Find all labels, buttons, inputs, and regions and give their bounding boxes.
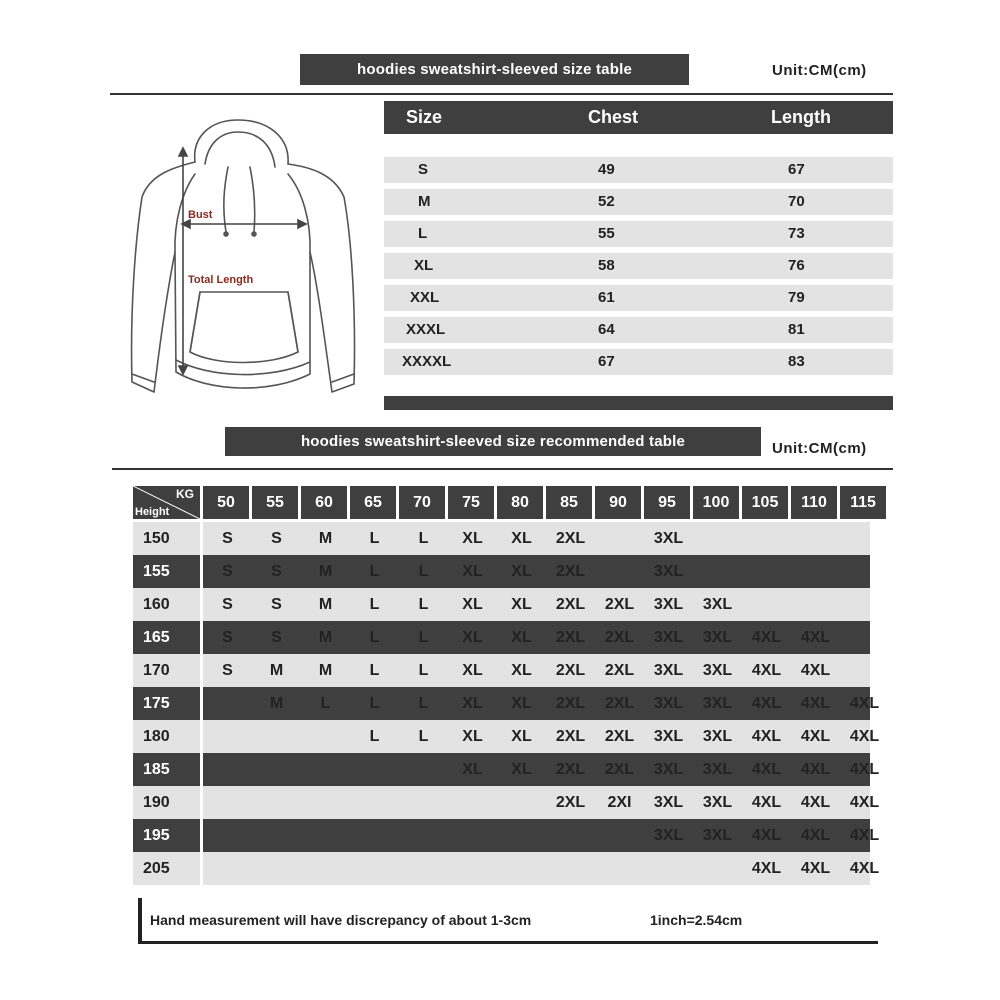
size-recommendation-cell: XL	[462, 694, 483, 712]
size-recommendation-cell: 3XL	[653, 826, 684, 844]
drawstring-right	[250, 167, 255, 232]
size-recommendation-cell: 2XL	[555, 529, 586, 547]
chest-cell: 58	[598, 257, 615, 274]
size-recommendation-cell: 4XL	[849, 694, 880, 712]
recommend-table-banner: hoodies sweatshirt-sleeved size recommended table	[225, 427, 761, 456]
size-table-footer-bar	[384, 396, 893, 410]
size-recommendation-cell: XL	[462, 727, 483, 745]
recommend-table-row	[133, 687, 880, 720]
size-recommendation-cell: 4XL	[800, 760, 831, 778]
footer-note-box	[138, 898, 878, 944]
size-recommendation-cell: 4XL	[800, 859, 831, 877]
size-recommendation-cell: S	[222, 628, 233, 646]
size-recommendation-cell: 4XL	[849, 760, 880, 778]
size-recommendation-cell: 4XL	[751, 793, 782, 811]
size-recommendation-cell: L	[418, 727, 429, 745]
recommend-table-row	[133, 522, 870, 555]
top-divider	[110, 93, 893, 95]
size-recommendation-cell: 2XL	[555, 628, 586, 646]
size-cell: S	[418, 161, 429, 178]
recommend-table-row	[133, 819, 880, 852]
size-recommendation-cell: XL	[462, 529, 483, 547]
size-recommendation-cell: 3XL	[653, 793, 684, 811]
bust-label: Bust	[188, 209, 213, 221]
size-recommendation-cell: 2XI	[607, 793, 632, 811]
weight-column-header: 90	[595, 486, 641, 519]
size-recommendation-cell: 2XL	[555, 727, 586, 745]
size-recommendation-cell: S	[222, 562, 233, 580]
size-recommendation-cell: 4XL	[751, 628, 782, 646]
length-cell: 67	[788, 161, 805, 178]
weight-column-header: 85	[546, 486, 592, 519]
chest-cell: 49	[598, 161, 615, 178]
size-recommendation-cell: L	[369, 694, 380, 712]
recommend-table-row	[133, 753, 880, 786]
size-recommendation-cell: XL	[511, 661, 532, 679]
size-column-header: Size	[406, 107, 443, 127]
size-recommendation-cell: 2XL	[604, 727, 635, 745]
size-recommendation-cell: L	[418, 595, 429, 613]
size-recommendation-cell: XL	[511, 595, 532, 613]
length-cell: 83	[788, 353, 805, 370]
size-recommendation-cell: M	[269, 694, 284, 712]
size-recommendation-cell: 4XL	[800, 661, 831, 679]
size-recommendation-cell: L	[320, 694, 331, 712]
size-recommendation-cell: M	[318, 628, 333, 646]
size-recommendation-cell: XL	[462, 562, 483, 580]
size-recommendation-cell: L	[369, 562, 380, 580]
size-recommendation-cell: L	[418, 694, 429, 712]
size-recommendation-cell: 3XL	[702, 628, 733, 646]
total-length-label: Total Length	[188, 274, 254, 286]
corner-kg-label: KG	[176, 487, 194, 501]
recommend-table	[133, 486, 880, 888]
size-recommendation-cell: 3XL	[702, 826, 733, 844]
size-recommendation-cell: 2XL	[604, 595, 635, 613]
size-recommendation-cell: XL	[511, 727, 532, 745]
weight-column-header: 75	[448, 486, 494, 519]
weight-column-header: 80	[497, 486, 543, 519]
length-cell: 79	[788, 289, 805, 306]
chest-cell: 64	[598, 321, 615, 338]
size-recommendation-cell: L	[369, 628, 380, 646]
recommend-table-row	[133, 555, 870, 588]
size-recommendation-cell: XL	[511, 760, 532, 778]
size-recommendation-cell: 2XL	[555, 562, 586, 580]
size-table-row	[384, 221, 893, 247]
weight-column-header: 70	[399, 486, 445, 519]
inch-conversion-note: 1inch=2.54cm	[650, 912, 743, 928]
weight-column-header: 110	[791, 486, 837, 519]
size-recommendation-cell: L	[369, 529, 380, 547]
size-recommendation-cell: L	[418, 529, 429, 547]
size-recommendation-cell: S	[222, 661, 233, 679]
size-recommendation-cell: XL	[511, 562, 532, 580]
size-recommendation-cell: 4XL	[800, 628, 831, 646]
chest-cell: 67	[598, 353, 615, 370]
size-recommendation-cell: 3XL	[653, 595, 684, 613]
size-recommendation-cell: L	[369, 595, 380, 613]
table-corner-header	[133, 486, 200, 519]
length-cell: 70	[788, 193, 805, 210]
height-cell: 165	[133, 621, 200, 654]
weight-column-header: 50	[203, 486, 249, 519]
size-recommendation-cell: 3XL	[653, 562, 684, 580]
size-recommendation-cell: L	[418, 628, 429, 646]
size-recommendation-cell: 4XL	[751, 859, 782, 877]
chest-cell: 55	[598, 225, 615, 242]
chest-cell: 52	[598, 193, 615, 210]
size-cell: L	[418, 225, 428, 242]
chest-cell: 61	[598, 289, 615, 306]
size-table-row	[384, 189, 893, 215]
chest-column-header: Chest	[588, 107, 639, 127]
size-recommendation-cell: 2XL	[555, 760, 586, 778]
drawstring-left	[224, 167, 228, 232]
height-cell: 190	[133, 786, 200, 819]
recommend-table-unit: Unit:CM(cm)	[772, 440, 867, 457]
size-cell: XXXL	[406, 321, 446, 338]
size-recommendation-cell: 3XL	[653, 628, 684, 646]
size-recommendation-cell: 4XL	[751, 694, 782, 712]
hood-outline	[195, 120, 288, 164]
height-cell: 155	[133, 555, 200, 588]
hoodie-diagram	[120, 112, 365, 407]
size-recommendation-cell: S	[271, 562, 282, 580]
size-table-row	[384, 157, 893, 183]
size-recommendation-cell: XL	[511, 628, 532, 646]
size-table-unit: Unit:CM(cm)	[772, 62, 867, 79]
size-recommendation-cell: 3XL	[702, 793, 733, 811]
size-recommendation-cell: M	[318, 595, 333, 613]
size-recommendation-cell: XL	[462, 595, 483, 613]
size-recommendation-cell: 2XL	[555, 694, 586, 712]
size-recommendation-cell: M	[318, 529, 333, 547]
size-recommendation-cell: 4XL	[849, 727, 880, 745]
height-cell: 205	[133, 852, 200, 885]
size-table-row	[384, 317, 893, 343]
size-recommendation-cell: 3XL	[702, 760, 733, 778]
recommend-table-row	[133, 621, 870, 654]
size-recommendation-cell: 3XL	[653, 694, 684, 712]
recommend-table-row	[133, 720, 880, 753]
size-cell: M	[418, 193, 431, 210]
length-cell: 76	[788, 257, 805, 274]
size-recommendation-cell: L	[418, 562, 429, 580]
weight-column-header: 115	[840, 486, 886, 519]
weight-column-header: 95	[644, 486, 690, 519]
discrepancy-note: Hand measurement will have discrepancy of about 1-3cm	[150, 912, 532, 928]
size-recommendation-cell: S	[271, 595, 282, 613]
recommend-table-row	[133, 786, 880, 819]
size-recommendation-cell: XL	[462, 628, 483, 646]
size-recommendation-cell: 4XL	[751, 727, 782, 745]
size-recommendation-cell: 3XL	[702, 727, 733, 745]
height-cell: 195	[133, 819, 200, 852]
size-recommendation-cell: 4XL	[751, 661, 782, 679]
size-table-row	[384, 349, 893, 375]
size-cell: XXL	[410, 289, 440, 306]
size-recommendation-cell: 3XL	[702, 595, 733, 613]
weight-column-header: 55	[252, 486, 298, 519]
size-recommendation-cell: 2XL	[604, 628, 635, 646]
height-cell: 170	[133, 654, 200, 687]
size-recommendation-cell: 4XL	[751, 760, 782, 778]
size-recommendation-cell: 2XL	[555, 661, 586, 679]
size-recommendation-cell: 3XL	[653, 529, 684, 547]
weight-column-header: 100	[693, 486, 739, 519]
size-recommendation-cell: 4XL	[800, 826, 831, 844]
height-cell: 180	[133, 720, 200, 753]
size-recommendation-cell: L	[418, 661, 429, 679]
size-recommendation-cell: XL	[511, 529, 532, 547]
length-column-header: Length	[771, 107, 831, 127]
size-recommendation-cell: S	[222, 529, 233, 547]
size-recommendation-cell: M	[318, 562, 333, 580]
size-recommendation-cell: 4XL	[800, 793, 831, 811]
recommend-table-row	[133, 654, 870, 687]
height-column-divider	[200, 486, 203, 888]
pocket-outline	[190, 292, 298, 363]
size-recommendation-cell: S	[271, 628, 282, 646]
size-recommendation-cell: XL	[511, 694, 532, 712]
size-recommendation-cell: 2XL	[555, 595, 586, 613]
weight-column-header: 60	[301, 486, 347, 519]
corner-height-label: Height	[135, 506, 170, 518]
size-recommendation-cell: 4XL	[800, 727, 831, 745]
size-recommendation-cell: 3XL	[653, 661, 684, 679]
size-recommendation-cell: L	[369, 661, 380, 679]
size-recommendation-cell: XL	[462, 760, 483, 778]
size-recommendation-cell: M	[318, 661, 333, 679]
height-cell: 150	[133, 522, 200, 555]
height-cell: 175	[133, 687, 200, 720]
size-recommendation-cell: 3XL	[702, 661, 733, 679]
size-cell: XXXXL	[402, 353, 452, 370]
size-recommendation-cell: 4XL	[849, 826, 880, 844]
size-recommendation-cell: S	[271, 529, 282, 547]
length-cell: 81	[788, 321, 805, 338]
middle-divider	[112, 468, 893, 470]
height-cell: 160	[133, 588, 200, 621]
size-recommendation-cell: 4XL	[800, 694, 831, 712]
length-cell: 73	[788, 225, 805, 242]
size-recommendation-cell: 2XL	[555, 793, 586, 811]
size-recommendation-cell: 3XL	[653, 727, 684, 745]
recommend-table-row	[133, 588, 870, 621]
size-recommendation-cell: 4XL	[751, 826, 782, 844]
height-cell: 185	[133, 753, 200, 786]
size-recommendation-cell: L	[369, 727, 380, 745]
weight-column-header: 105	[742, 486, 788, 519]
size-recommendation-cell: 3XL	[653, 760, 684, 778]
size-recommendation-cell: 4XL	[849, 793, 880, 811]
size-recommendation-cell: XL	[462, 661, 483, 679]
size-recommendation-cell: 2XL	[604, 694, 635, 712]
size-recommendation-cell: 2XL	[604, 661, 635, 679]
size-recommendation-cell: 3XL	[702, 694, 733, 712]
size-cell: XL	[414, 257, 434, 274]
weight-column-header: 65	[350, 486, 396, 519]
size-table-row	[384, 285, 893, 311]
size-recommendation-cell: S	[222, 595, 233, 613]
size-table-banner: hoodies sweatshirt-sleeved size table	[300, 54, 689, 85]
size-recommendation-cell: M	[269, 661, 284, 679]
size-table-row	[384, 253, 893, 279]
recommend-table-row	[133, 852, 880, 885]
size-recommendation-cell: 2XL	[604, 760, 635, 778]
size-recommendation-cell: 4XL	[849, 859, 880, 877]
size-table-header	[384, 101, 893, 134]
